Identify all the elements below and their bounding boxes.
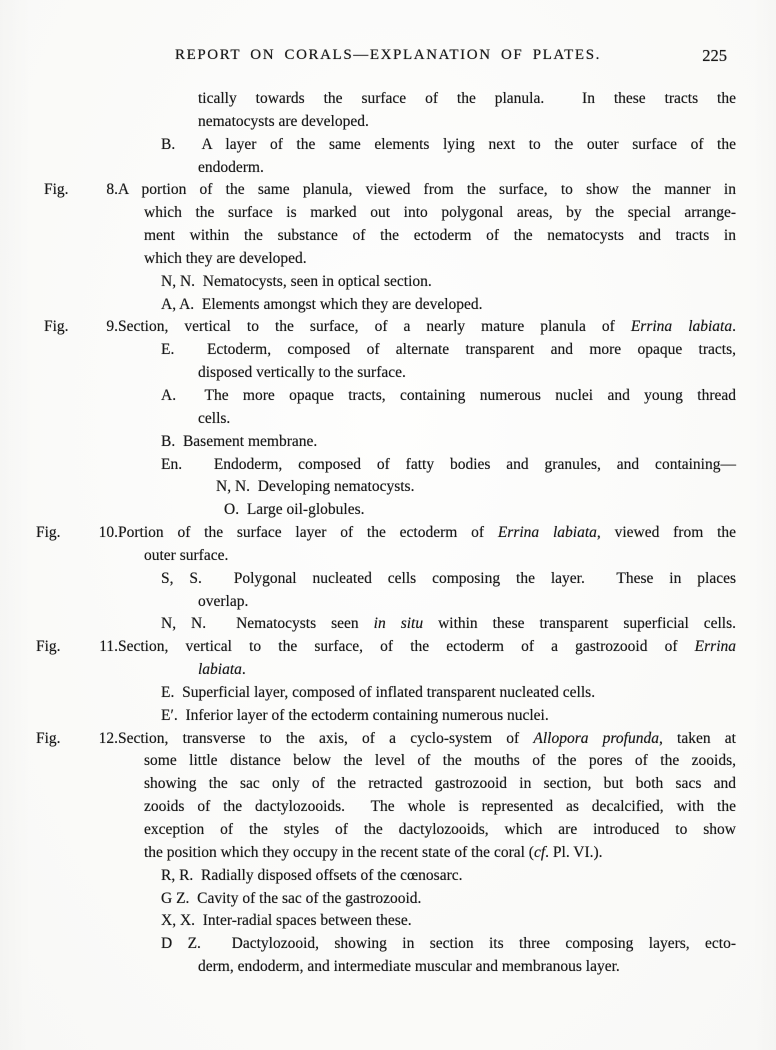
fig-9-item-a-line-2 <box>198 408 736 431</box>
figure-label: Fig. 9. <box>44 318 118 336</box>
figure-label: Fig. 8. <box>44 181 118 199</box>
fig-8-line-2 <box>144 202 736 225</box>
text-segment: overlap. <box>198 592 249 610</box>
text-segment: A portion of the same planula, viewed from the surface, to show the manner in <box>118 181 736 199</box>
fig-9-item-a-line-1 <box>161 385 736 408</box>
fig-9-item-nn-dev-line-1 <box>216 476 736 499</box>
fig-9-item-o-line-1 <box>224 499 736 522</box>
fig-12-item-xx-line-1 <box>161 910 736 933</box>
text-segment: . <box>732 318 736 336</box>
fig-10-item-ss-line-2 <box>198 591 736 614</box>
text-segment: zooids of the dactylozooids. The whole is represented as decalcified, with the <box>144 798 736 816</box>
fig-12-item-dz-line-1 <box>161 933 736 956</box>
text-segment: endoderm. <box>198 158 264 176</box>
fig-9-line-1 <box>44 316 736 339</box>
fig-12-line-3 <box>144 773 736 796</box>
fig-9-item-b-line-1 <box>161 431 736 454</box>
text-segment: O. Large oil-globules. <box>224 501 365 519</box>
text-segment: cells. <box>198 409 231 427</box>
text-segment: . <box>241 661 246 679</box>
fig-8-line-1 <box>44 179 736 202</box>
fig-12-item-rr-line-1 <box>161 865 736 888</box>
text-segment: E′. Inferior layer of the ectoderm containing numerous nuclei. <box>161 706 549 724</box>
text-segment: S, S. Polygonal nucleated cells composing the layer. These in places <box>161 569 736 587</box>
fig-10-line-1 <box>36 522 736 545</box>
text-segment: Section, vertical to the surface, of the ectoderm of a gastrozooid of <box>118 638 695 656</box>
text-segment: N, N. Nematocysts, seen in optical section. <box>161 272 432 290</box>
fig-10-item-ss-line-1 <box>161 568 736 591</box>
fig-10-item-nn-line-1 <box>161 613 736 636</box>
fig-12-line-6 <box>144 842 736 865</box>
text-segment: Portion of the surface layer of the ectoderm of <box>118 524 498 542</box>
fig-12-item-gz-line-1 <box>161 888 736 911</box>
fig-11-line-1 <box>36 636 736 659</box>
page-title: REPORT ON CORALS—EXPLANATION OF PLATES. <box>174 47 601 63</box>
running-header <box>0 47 776 69</box>
fig-12-line-4 <box>144 796 736 819</box>
text-segment: . Pl. VI.). <box>545 843 603 861</box>
fig-12-item-dz-line-2 <box>198 956 736 979</box>
fig-8-item-nn-line-1 <box>161 271 736 294</box>
text-segment: some little distance below the level of the mouths of the pores of the zooids, <box>144 752 736 770</box>
text-segment: which the surface is marked out into polygonal areas, by the special arrange- <box>144 204 736 222</box>
italic-text: Errina <box>694 638 736 656</box>
fig-10-line-2 <box>144 545 736 568</box>
text-segment: outer surface. <box>144 546 229 564</box>
fig-8-line-3 <box>144 225 736 248</box>
fig-11-line-2 <box>198 659 736 682</box>
figure-label: Fig. 10. <box>36 524 118 542</box>
fig-9-item-e-line-2 <box>198 362 736 385</box>
italic-text: cf <box>533 843 546 861</box>
text-segment: E. Ectoderm, composed of alternate transparent and more opaque tracts, <box>161 341 736 359</box>
italic-text: labiata <box>198 661 242 679</box>
fig-12-line-1 <box>36 728 736 751</box>
text-segment: , viewed from the <box>596 524 737 542</box>
item-b-endoderm-line-2 <box>198 157 736 180</box>
figure-label: Fig. 12. <box>36 729 118 747</box>
item-b-endoderm-line-1 <box>161 134 736 157</box>
text-segment: A. The more opaque tracts, containing numerous nuclei and young thread <box>161 386 736 404</box>
text-segment: exception of the styles of the dactylozooids, which are introduced to show <box>144 821 736 838</box>
italic-text: Errina labiata <box>630 318 733 336</box>
fig-9-item-e-line-1 <box>161 339 736 362</box>
fig-8-item-aa-line-1 <box>161 294 736 317</box>
text-segment: N, N. Nematocysts seen <box>161 615 374 633</box>
page-body <box>0 88 776 979</box>
text-segment: , taken at <box>658 729 736 747</box>
text-segment: N, N. Developing nematocysts. <box>216 478 415 496</box>
text-segment: disposed vertically to the surface. <box>198 364 406 382</box>
fig-8-line-4 <box>144 248 736 271</box>
italic-text: in situ <box>373 615 424 633</box>
continuation-tically-line-2 <box>198 111 736 134</box>
text-segment: the position which they occupy in the recent state of the coral ( <box>144 843 534 861</box>
text-segment: E. Superficial layer, composed of inflated transparent nucleated cells. <box>161 683 596 701</box>
figure-label: Fig. 11. <box>36 638 118 656</box>
text-segment: X, X. Inter-radial spaces between these. <box>161 912 412 930</box>
continuation-tically-line-1 <box>198 88 736 111</box>
text-segment: D Z. Dactylozooid, showing in section its three composing layers, ecto- <box>161 935 736 953</box>
text-segment: B. A layer of the same elements lying next to the outer surface of the <box>161 135 736 153</box>
text-segment: A, A. Elements amongst which they are developed. <box>161 295 483 313</box>
fig-12-line-5 <box>144 819 736 842</box>
text-segment: G Z. Cavity of the sac of the gastrozooid. <box>161 889 422 907</box>
fig-12-line-2 <box>144 750 736 773</box>
fig-9-item-en-line-1 <box>161 454 736 477</box>
text-segment: tically towards the surface of the planula. In these tracts the <box>198 90 736 107</box>
text-segment: Section, transverse to the axis, of a cyclo-system of <box>118 729 534 747</box>
fig-11-item-e-line-1 <box>161 682 736 705</box>
text-segment: showing the sac only of the retracted gastrozooid in section, but both sacs and <box>144 775 736 793</box>
page-number: 225 <box>702 46 727 65</box>
text-segment: which they are developed. <box>144 249 307 267</box>
text-segment: B. Basement membrane. <box>161 432 318 450</box>
text-segment: nematocysts are developed. <box>198 112 369 130</box>
text-segment: within these transparent superficial cells. <box>423 615 737 633</box>
italic-text: Errina labiata <box>497 524 597 542</box>
text-segment: derm, endoderm, and intermediate muscular and membranous layer. <box>198 958 620 976</box>
text-segment: Section, vertical to the surface, of a nearly mature planula of <box>118 318 631 336</box>
text-segment: ment within the substance of the ectoderm of the nematocysts and tracts in <box>144 227 736 245</box>
italic-text: Allopora profunda <box>533 729 659 747</box>
text-segment: En. Endoderm, composed of fatty bodies and granules, and containing— <box>161 455 736 473</box>
fig-11-item-e-prime-line-1 <box>161 705 736 728</box>
text-segment: R, R. Radially disposed offsets of the cœnosarc. <box>161 866 463 884</box>
